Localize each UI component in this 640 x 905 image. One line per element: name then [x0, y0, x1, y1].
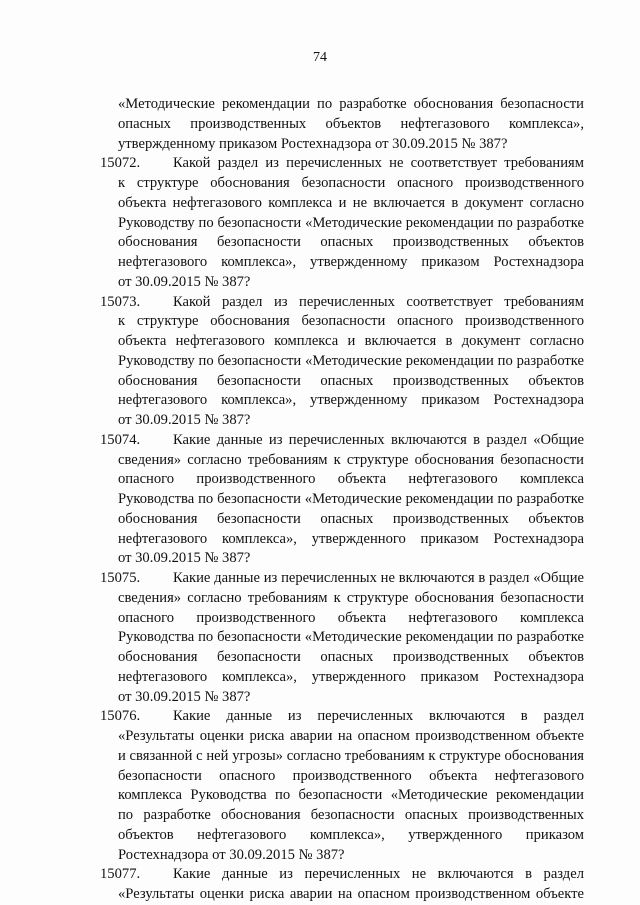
question-text-line: к структуре обоснования безопасности опасного производственного — [118, 313, 584, 330]
question-number: 15077. — [100, 866, 141, 883]
question-text-line: Руководству по безопасности «Методические рекомендации по разработке — [118, 214, 584, 231]
intro-line: опасных производственных объектов нефтегазового комплекса», — [118, 115, 584, 132]
question-text-line: и связанной с ней угрозы» согласно требованиям к структуре обоснования — [118, 747, 584, 764]
question-text-line: сведения» согласно требованиям к структуре обоснования безопасности — [118, 589, 584, 606]
question-text-line: нефтегазового комплекса», утвержденному приказом Ростехнадзора — [118, 392, 584, 409]
question-text-line: «Результаты оценки риска аварии на опасном производственном объекте — [118, 728, 584, 744]
question-text-line: от 30.09.2015 № 387? — [118, 550, 251, 567]
question-text-line: обоснования безопасности опасных производственных объектов — [118, 372, 584, 389]
question-text-line: Какой раздел из перечисленных соответствует требованиям — [173, 293, 584, 310]
page-number: 74 — [313, 50, 327, 65]
question-text-line: объекта нефтегазового комплекса и включается в документ согласно — [118, 333, 584, 349]
question-text-line: обоснования безопасности опасных производственных объектов — [118, 234, 584, 251]
question-number: 15076. — [100, 708, 141, 725]
question-text-line: по разработке обоснования безопасности опасных производственных — [118, 807, 584, 823]
intro-line: утвержденному приказом Ростехнадзора от 30.09.2015 № 387? — [118, 135, 508, 152]
question-text-line: Ростехнадзора от 30.09.2015 № 387? — [118, 846, 345, 863]
question-text-line: безопасности опасного производственного объекта нефтегазового — [118, 767, 584, 784]
question-number: 15073. — [100, 293, 141, 310]
question-number: 15072. — [100, 155, 141, 172]
question-text-line: объекта нефтегазового комплекса и не включается в документ согласно — [118, 194, 584, 211]
question-text-line: обоснования безопасности опасных производственных объектов — [118, 510, 584, 527]
question-text-line: Какие данные из перечисленных включаются в раздел — [173, 708, 584, 725]
question-text-line: Руководству по безопасности «Методические рекомендации по разработке — [118, 352, 584, 369]
question-text-line: от 30.09.2015 № 387? — [118, 412, 251, 428]
question-text-line: опасного производственного объекта нефтегазового комплекса — [118, 609, 584, 626]
question-text-line: Какие данные из перечисленных включаются в раздел «Общие — [173, 431, 584, 448]
question-number: 15075. — [100, 570, 141, 586]
question-text-line: объектов нефтегазового комплекса», утвержденного приказом — [118, 826, 584, 843]
question-text-line: «Результаты оценки риска аварии на опасном производственном объекте — [118, 886, 584, 902]
intro-line: «Методические рекомендации по разработке обоснования безопасности — [118, 96, 584, 112]
question-text-line: Какой раздел из перечисленных не соответствует требованиям — [173, 155, 584, 172]
question-text-line: сведения» согласно требованиям к структуре обоснования безопасности — [118, 451, 584, 468]
question-text-line: комплекса Руководства по безопасности «Методические рекомендации — [118, 787, 584, 804]
question-text-line: нефтегазового комплекса», утвержденного приказом Ростехнадзора — [118, 668, 584, 685]
question-text-line: Руководства по безопасности «Методические рекомендации по разработке — [118, 491, 584, 507]
question-text-line: от 30.09.2015 № 387? — [118, 273, 251, 290]
question-text-line: от 30.09.2015 № 387? — [118, 688, 251, 705]
question-text-line: опасного производственного объекта нефтегазового комплекса — [118, 471, 584, 488]
question-text-line: к структуре обоснования безопасности опасного производственного — [118, 175, 584, 191]
question-text-line: обоснования безопасности опасных производственных объектов — [118, 649, 584, 665]
question-text-line: Какие данные из перечисленных не включаются в раздел «Общие — [173, 570, 584, 586]
question-text-line: Какие данные из перечисленных не включаются в раздел — [173, 866, 584, 883]
question-text-line: нефтегазового комплекса», утвержденному приказом Ростехнадзора — [118, 254, 584, 270]
question-text-line: нефтегазового комплекса», утвержденного приказом Ростехнадзора — [118, 530, 584, 547]
question-number: 15074. — [100, 431, 141, 448]
question-text-line: Руководства по безопасности «Методические рекомендации по разработке — [118, 629, 584, 646]
